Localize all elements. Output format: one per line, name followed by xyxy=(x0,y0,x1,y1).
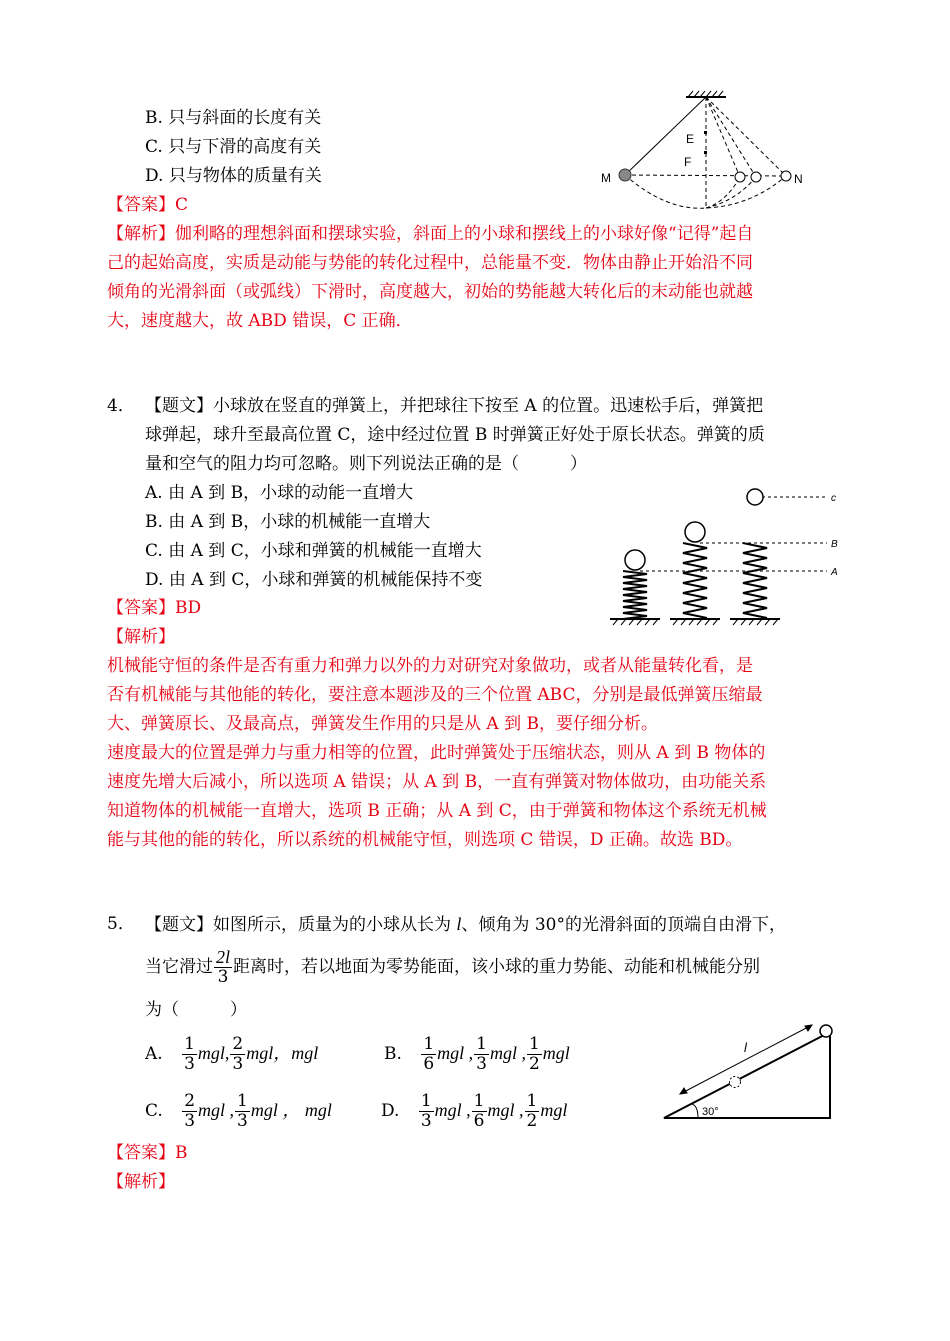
angle-arc xyxy=(692,1104,698,1118)
label-m: M xyxy=(601,171,611,185)
fraction-denominator: 2 xyxy=(526,1111,538,1131)
answer-tag: 【答案】 xyxy=(107,195,175,215)
q3-answer xyxy=(107,195,188,215)
ball-pos-2 xyxy=(751,172,761,182)
fraction xyxy=(235,1092,250,1131)
fraction-numerator: 1 xyxy=(526,1091,538,1111)
fraction-denominator: 6 xyxy=(423,1054,435,1074)
incline-figure xyxy=(660,1010,840,1125)
label-n: N xyxy=(794,172,803,186)
q4-analysis-line-4: 速度最大的位置是弹力与重力相等的位置，此时弹簧处于压缩状态，则从 A 到 B 物体的 xyxy=(107,743,766,763)
q3-option-b: B. 只与斜面的长度有关 xyxy=(145,108,322,128)
fraction-denominator: 3 xyxy=(217,967,229,987)
q5-analysis-tag: 【解析】 xyxy=(107,1172,175,1192)
fraction xyxy=(527,1035,542,1074)
option-label: A. xyxy=(145,1044,163,1064)
ball-at-c xyxy=(747,489,763,505)
fraction-denominator: 3 xyxy=(420,1111,432,1131)
fraction xyxy=(421,1035,436,1074)
option-label: D. xyxy=(381,1101,400,1121)
ball-m xyxy=(619,169,631,181)
fraction-numerator: 2l xyxy=(216,947,231,967)
fraction xyxy=(525,1092,540,1131)
pendulum-figure xyxy=(596,86,811,216)
q5-option-a xyxy=(145,1030,318,1077)
q5-option-d xyxy=(381,1087,567,1134)
option-term: mgl , xyxy=(489,1043,526,1063)
ball-top xyxy=(820,1025,832,1037)
q4-analysis-line-6: 知道物体的机械能一直增大，选项 B 正确；从 A 到 C，由于弹簧和物体这个系统无机械 xyxy=(107,801,767,821)
nail-e xyxy=(704,131,707,134)
option-term: mgl , xyxy=(487,1100,524,1120)
option-term: mgl , xyxy=(437,1043,474,1063)
label-angle: 30° xyxy=(702,1106,719,1118)
q4-stem-line-3: 量和空气的阻力均可忽略。则下列说法正确的是（ ） xyxy=(145,454,587,474)
ball-pos-1 xyxy=(735,172,745,182)
option-label: B. xyxy=(384,1044,402,1064)
fraction-numerator: 1 xyxy=(420,1091,432,1111)
q4-option-b: B. 由 A 到 B，小球的机械能一直增大 xyxy=(145,512,431,532)
ball-at-b xyxy=(685,522,705,542)
fraction xyxy=(182,1035,197,1074)
label-f: F xyxy=(684,155,692,169)
q4-analysis-line-1: 机械能守恒的条件是否有重力和弹力以外的力对研究对象做功，或者从能量转化看，是 xyxy=(107,656,753,676)
option-term: mgl , xyxy=(434,1100,471,1120)
ground-bases xyxy=(610,619,780,625)
fraction-numerator: 1 xyxy=(237,1091,248,1111)
q3-analysis-line-4: 大，速度越大，故 ABD 错误，C 正确． xyxy=(107,311,413,331)
q4-option-a: A. 由 A 到 B，小球的动能一直增大 xyxy=(145,483,414,503)
q4-stem-line-1: 【题文】小球放在竖直的弹簧上，并把球往下按至 A 的位置。迅速松手后，弹簧把 xyxy=(145,396,764,416)
q3-analysis-line-2: 己的起始高度，实质是动能与势能的转化过程中，总能量不变．物体由静止开始沿不同 xyxy=(107,253,753,273)
q3-option-c: C. 只与下滑的高度有关 xyxy=(145,137,322,157)
length-variable: l xyxy=(456,914,462,934)
springs-figure xyxy=(605,485,845,630)
fraction xyxy=(419,1092,434,1131)
ball-n xyxy=(781,171,791,181)
q5-number: 5． xyxy=(107,914,135,934)
fraction-numerator: 1 xyxy=(528,1034,540,1054)
incline-triangle xyxy=(664,1032,830,1118)
fraction-numerator: 2 xyxy=(232,1034,244,1054)
q4-analysis-line-5: 速度先增大后减小，所以选项 A 错误；从 A 到 B，一直有弹簧对物体做功，由功能关系 xyxy=(107,772,767,792)
analysis-text: 伽利略的理想斜面和摆球实验，斜面上的小球和摆线上的小球好像“记得”起自 xyxy=(175,224,754,244)
q4-analysis-line-7: 能与其他的能的转化，所以系统的机械能守恒，则选项 C 错误，D 正确。故选 BD。 xyxy=(107,830,743,850)
ball-dashed-mid xyxy=(730,1077,741,1088)
spring-natural-2 xyxy=(743,543,767,618)
stem-text: 当它滑过 xyxy=(145,957,213,977)
q5-stem-line-1 xyxy=(145,914,786,935)
q5-stem-line-2 xyxy=(145,943,760,991)
q4-option-c: C. 由 A 到 C，小球和弹簧的机械能一直增大 xyxy=(145,541,482,561)
label-length: l xyxy=(744,1040,747,1055)
answer-value: C xyxy=(175,195,189,215)
option-term: mgl xyxy=(542,1043,570,1063)
answer-tag: 【答案】 xyxy=(107,598,175,618)
option-term: mgl xyxy=(540,1100,568,1120)
spring-natural-1 xyxy=(683,543,707,618)
fraction-denominator: 2 xyxy=(528,1054,540,1074)
length-arrow xyxy=(680,1025,812,1094)
q4-analysis-line-3: 大、弹簧原长、及最高点，弹簧发生作用的只是从 A 到 B，要仔细分析。 xyxy=(107,714,658,734)
fraction-denominator: 3 xyxy=(232,1054,244,1074)
label-c: c xyxy=(831,493,836,504)
option-term: mgl, xyxy=(197,1043,230,1063)
q4-analysis-tag: 【解析】 xyxy=(107,627,175,647)
fraction-denominator: 3 xyxy=(184,1111,196,1131)
answer-tag: 【答案】 xyxy=(107,1143,175,1163)
fraction xyxy=(182,1092,197,1131)
q3-analysis-line-3: 倾角的光滑斜面（或弧线）下滑时，高度越大，初始的势能越大转化后的末动能也就越 xyxy=(107,282,753,302)
fraction xyxy=(472,1092,487,1131)
fraction-numerator: 2 xyxy=(184,1091,196,1111)
ball-at-a xyxy=(625,550,645,570)
analysis-tag: 【解析】 xyxy=(107,224,175,244)
q4-stem-line-2: 球弹起，球升至最高位置 C，途中经过位置 B 时弹簧正好处于原长状态。弹簧的质 xyxy=(145,425,765,445)
fraction xyxy=(230,1035,245,1074)
stem-text: 距离时，若以地面为零势能面，该小球的重力势能、动能和机械能分别 xyxy=(233,957,761,977)
fraction-denominator: 3 xyxy=(476,1054,487,1074)
fraction-denominator: 3 xyxy=(237,1111,248,1131)
q3-option-d: D. 只与物体的质量有关 xyxy=(145,166,322,186)
option-term: mgl , xyxy=(198,1100,235,1120)
q5-option-b xyxy=(384,1030,570,1077)
fraction-two-l-over-three xyxy=(214,948,232,987)
reference-lines xyxy=(640,497,827,571)
option-label: C. xyxy=(145,1101,163,1121)
nail-f xyxy=(704,151,707,154)
spring-compressed xyxy=(623,571,647,619)
q4-option-d: D. 由 A 到 C，小球和弹簧的机械能保持不变 xyxy=(145,570,483,590)
answer-value: B xyxy=(175,1143,188,1163)
q4-analysis-line-2: 否有机械能与其他能的转化，要注意本题涉及的三个位置 ABC，分别是最低弹簧压缩最 xyxy=(107,685,763,705)
label-a: A xyxy=(831,567,838,578)
fraction xyxy=(474,1035,489,1074)
q5-answer xyxy=(107,1143,188,1163)
label-b: B xyxy=(831,539,838,550)
stem-text: 【题文】如图所示，质量为的小球从长为 xyxy=(145,915,457,935)
fraction-numerator: 1 xyxy=(423,1034,435,1054)
option-term: mgl，mgl xyxy=(246,1043,319,1063)
stem-text: 、倾角为 30°的光滑斜面的顶端自由滑下， xyxy=(461,915,786,935)
q5-stem-line-3: 为（ ） xyxy=(145,1000,247,1020)
fraction-numerator: 1 xyxy=(184,1034,195,1054)
fraction-denominator: 6 xyxy=(473,1111,485,1131)
answer-value: BD xyxy=(175,598,202,618)
q5-option-c xyxy=(145,1087,332,1134)
fraction-numerator: 1 xyxy=(476,1034,487,1054)
option-term: mgl ， mgl xyxy=(250,1100,332,1120)
q4-number: 4． xyxy=(107,396,135,416)
fraction-denominator: 3 xyxy=(184,1054,195,1074)
q3-analysis-line-1 xyxy=(107,224,753,244)
label-e: E xyxy=(686,132,695,146)
q4-answer xyxy=(107,598,201,618)
fraction-numerator: 1 xyxy=(473,1091,485,1111)
